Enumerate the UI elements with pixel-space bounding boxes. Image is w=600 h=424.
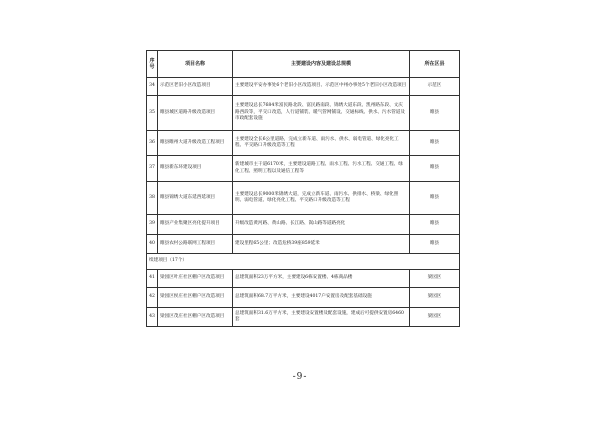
header-content: 主要建设内容及建设总规模 [233, 51, 410, 78]
row-district: 睢县 [410, 96, 460, 131]
project-table [146, 50, 460, 327]
row-name: 示范区老旧小区改造项目 [158, 78, 233, 96]
row-content: 主要建设总长7684米富民路北段、富民路南段、锦绣大道东段、凯州路东段、文庆路西段等，平交口改造，人行道铺装、暖气管网铺设、交通标线、供水、污水管道及市政配套设施 [233, 96, 410, 131]
row-content: 升级改造黄河路、黄山路、长江路、嵩山路等道路亮化 [233, 215, 410, 235]
row-content: 主要建设总长9000米锦绣大道，完成立新车道、雨污水、供排水、桥梁、绿化照明、弱电管道、绿化亮化工程、平交路口升级改造等工程 [233, 182, 410, 215]
row-content: 总建筑面积31.6万平方米，主要建设安置楼及配套设施，建成后可提供安置房6460套 [233, 308, 410, 327]
row-content: 主要建设全长6公里道路，完成立新车道、雨污水、供水、弱电管道、绿化亮化工程、平交路口升级改造等工程 [233, 131, 410, 156]
row-name: 睢县农村公路联网工程项目 [158, 235, 233, 254]
row-name: 梁园区侯庄社区棚户区改造项目 [158, 288, 233, 308]
row-district: 睢县 [410, 156, 460, 182]
row-district: 示范区 [410, 78, 460, 96]
row-content: 总建筑面积23万平方米，主要建设6栋安置楼、4栋商品楼 [233, 270, 410, 288]
table-row [147, 288, 460, 308]
row-content: 新建城市主干道6170米，主要建设道路工程、雨水工程、污水工程、交通工程、绿化工程、照明工程以及通信工程等 [233, 156, 410, 182]
row-district: 睢县 [410, 182, 460, 215]
row-content: 总建筑面积68.7万平方米，主要建设4017户安置房及配套基础设施 [233, 288, 410, 308]
row-name: 睢县新东环建设项目 [158, 156, 233, 182]
section-row [147, 254, 460, 270]
row-name: 睢县锦绣大道东延西延项目 [158, 182, 233, 215]
row-no: 36 [147, 131, 158, 156]
row-content: 建设里程65公里；改造危桥39座859延米 [233, 235, 410, 254]
table-row [147, 215, 460, 235]
header-name: 项目名称 [158, 51, 233, 78]
header-district: 所在区县 [410, 51, 460, 78]
row-district: 睢县 [410, 215, 460, 235]
table-row [147, 78, 460, 96]
row-district: 梁园区 [410, 308, 460, 327]
row-no: 39 [147, 215, 158, 235]
row-district: 睢县 [410, 131, 460, 156]
row-no: 34 [147, 78, 158, 96]
table-row [147, 96, 460, 131]
row-district: 梁园区 [410, 270, 460, 288]
row-district: 梁园区 [410, 288, 460, 308]
row-no: 41 [147, 270, 158, 288]
row-name: 睢县产业集聚区亮化提升项目 [158, 215, 233, 235]
table-row [147, 235, 460, 254]
row-no: 35 [147, 96, 158, 131]
row-name: 睢县城区道路升级改造项目 [158, 96, 233, 131]
row-no: 42 [147, 288, 158, 308]
table-header-row [147, 51, 460, 78]
row-no: 40 [147, 235, 158, 254]
table-row [147, 182, 460, 215]
header-no: 序号 [147, 51, 158, 78]
row-name: 睢县睢州大道升级改造工程项目 [158, 131, 233, 156]
row-no: 38 [147, 182, 158, 215]
row-district: 睢县 [410, 235, 460, 254]
row-no: 43 [147, 308, 158, 327]
table-row [147, 156, 460, 182]
page-number: -9- [292, 372, 308, 382]
row-name: 梁园区茂庄社区棚户区改造项目 [158, 308, 233, 327]
row-name: 梁园区叶庄社区棚户区改造项目 [158, 270, 233, 288]
section-label: 续建项目（17个） [147, 254, 460, 270]
table-row [147, 308, 460, 327]
row-no: 37 [147, 156, 158, 182]
row-content: 主要建设平安办事处6个老旧小区改造项目、示范区中州办事处5个老旧小区改造项目 [233, 78, 410, 96]
table-row [147, 270, 460, 288]
table-row [147, 131, 460, 156]
